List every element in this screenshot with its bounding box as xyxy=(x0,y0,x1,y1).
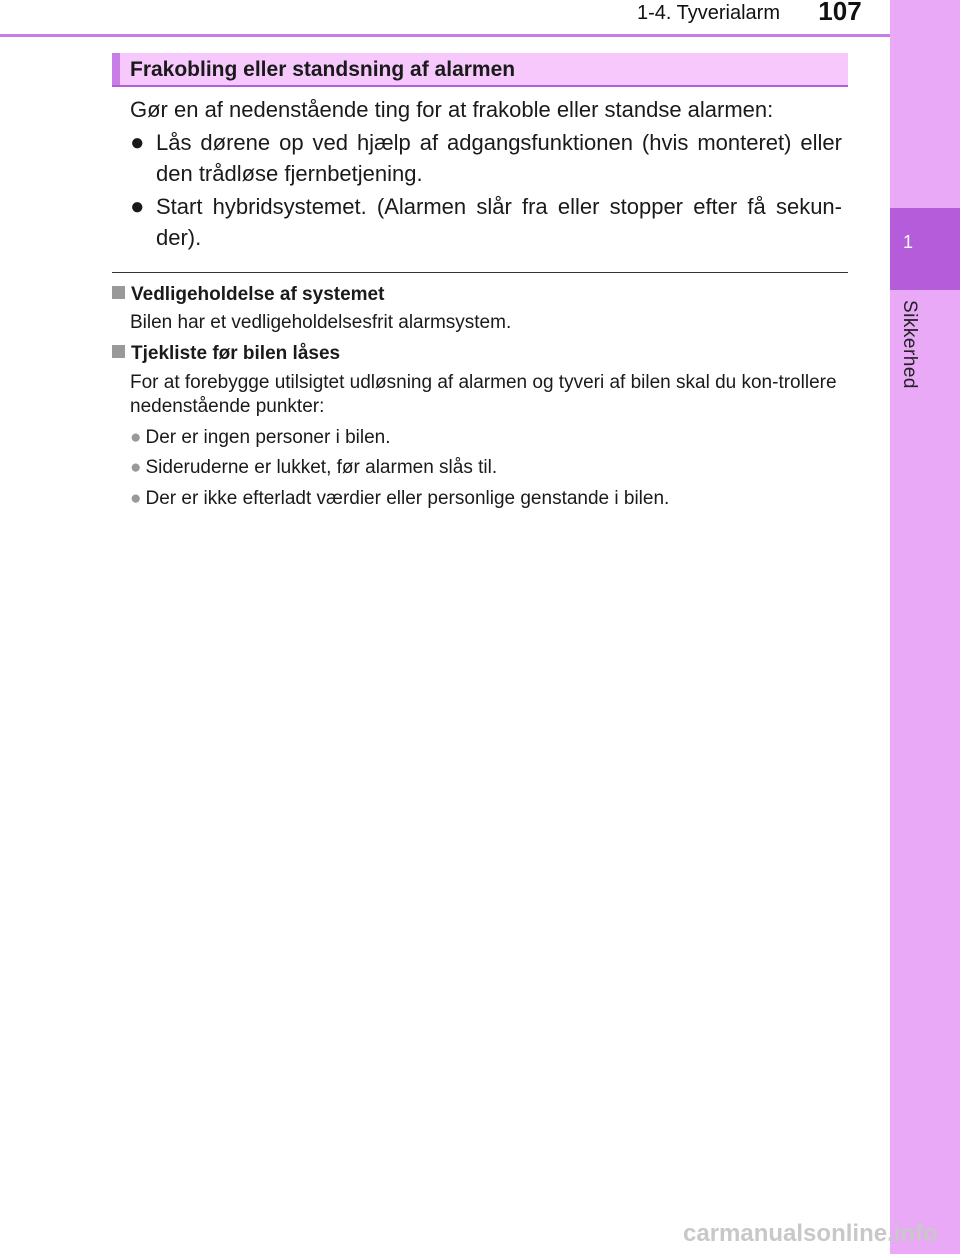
section-header-box xyxy=(112,53,848,87)
list-item-text: Lås dørene op ved hjælp af adgangsfunktionen (hvis monteret) eller den trådløse fjernbetjening. xyxy=(156,130,842,186)
square-bullet-icon xyxy=(112,286,125,299)
bullet-icon: ● xyxy=(130,193,145,220)
bullet-icon: ● xyxy=(130,488,142,509)
page-number: 107 xyxy=(818,0,862,26)
notes-divider xyxy=(112,272,848,273)
watermark: carmanualsonline.info xyxy=(683,1220,938,1247)
header-section-title: 1-4. Tyverialarm xyxy=(636,2,780,24)
section-intro: Gør en af nedenstående ting for at frakoble eller standse alarmen: xyxy=(130,97,774,122)
chapter-label: Sikkerhed xyxy=(899,300,920,389)
checklist-item xyxy=(130,426,842,450)
bullet-icon: ● xyxy=(130,457,142,478)
note-heading-text: Vedligeholdelse af systemet xyxy=(131,284,385,305)
checklist-item-text: Sideruderne er lukket, før alarmen slås til. xyxy=(145,457,498,478)
note-heading xyxy=(112,343,340,365)
section-title: Frakobling eller standsning af alarmen xyxy=(130,58,516,81)
note-heading-text: Tjekliste før bilen låses xyxy=(131,343,341,364)
checklist-item-text: Der er ikke efterladt værdier eller personlige genstande i bilen. xyxy=(145,488,670,509)
chapter-side-tab xyxy=(890,0,960,1254)
list-item-text: Start hybridsystemet. (Alarmen slår fra eller stopper efter få sekun-der). xyxy=(156,194,842,250)
checklist-item xyxy=(130,487,842,511)
list-item xyxy=(130,191,842,253)
chapter-number: 1 xyxy=(902,232,913,252)
checklist-item xyxy=(130,456,842,480)
note-body: For at forebygge utilsigtet udløsning af alarmen og tyveri af bilen skal du kon-trollere nedenstående punkter: xyxy=(130,372,837,417)
square-bullet-icon xyxy=(112,345,125,358)
note-heading xyxy=(112,284,384,306)
checklist-item-text: Der er ingen personer i bilen. xyxy=(145,427,391,448)
bullet-icon: ● xyxy=(130,427,142,448)
bullet-icon: ● xyxy=(130,129,145,156)
list-item xyxy=(130,127,842,189)
header-divider xyxy=(0,34,890,37)
note-body: Bilen har et vedligeholdelsesfrit alarmsystem. xyxy=(130,312,512,333)
